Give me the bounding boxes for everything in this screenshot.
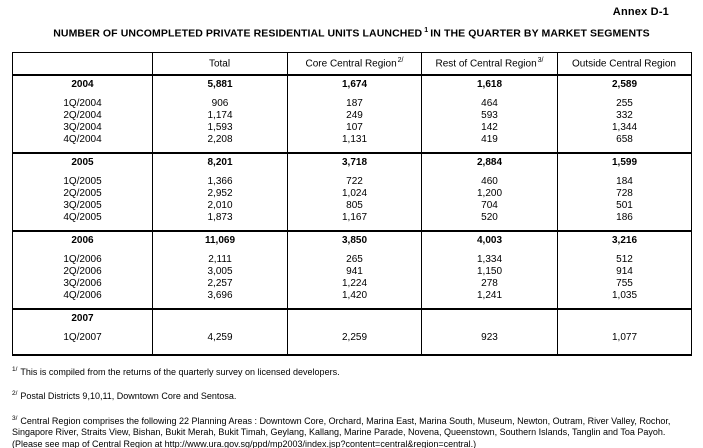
quarter-label: 4Q/2004 xyxy=(63,133,102,145)
quarter-row xyxy=(13,188,692,200)
cell-rest-central: 460 xyxy=(422,176,558,188)
quarter-label: 4Q/2006 xyxy=(63,289,102,301)
quarter-label: 1Q/2004 xyxy=(63,97,102,109)
footnote-3-marker: 3/ xyxy=(12,414,18,422)
year-row xyxy=(13,309,692,328)
cell-core-central: 941 xyxy=(288,266,422,278)
quarter-row xyxy=(13,278,692,290)
footnote-1-text: This is compiled from the returns of the quarterly survey on licensed developers. xyxy=(20,366,340,377)
column-header-blank xyxy=(13,52,153,75)
cell-core-central: 722 xyxy=(288,176,422,188)
year-row xyxy=(13,153,692,172)
quarter-label: 2Q/2005 xyxy=(63,187,102,199)
quarter-label: 4Q/2005 xyxy=(63,211,102,223)
year-label: 2006 xyxy=(13,231,153,250)
cell-total: 1,873 xyxy=(153,212,288,224)
cell-outside-central: 755 xyxy=(558,278,692,290)
table-header-row xyxy=(13,52,692,75)
page-title xyxy=(0,27,703,40)
cell-rest-central: 593 xyxy=(422,110,558,122)
footnote-1-marker: 1/ xyxy=(12,365,18,373)
year-row xyxy=(13,231,692,250)
title-text-pre: NUMBER OF UNCOMPLETED PRIVATE RESIDENTIAL UNITS LAUNCHED xyxy=(53,27,423,40)
quarter-row xyxy=(13,110,692,122)
cell-outside-central: 501 xyxy=(558,200,692,212)
quarter-row xyxy=(13,290,692,302)
year-section-2004 xyxy=(13,75,692,153)
cell-total: 906 xyxy=(153,98,288,110)
cell-rest-central: 419 xyxy=(422,134,558,146)
cell-core-central: 3,850 xyxy=(288,231,422,250)
quarter-row xyxy=(13,134,692,146)
cell-rest-central: 1,241 xyxy=(422,290,558,302)
cell-core-central: 187 xyxy=(288,98,422,110)
cell-outside-central: 1,599 xyxy=(558,153,692,172)
data-table xyxy=(12,52,692,356)
quarter-label: 3Q/2006 xyxy=(63,277,102,289)
cell-total: 3,696 xyxy=(153,290,288,302)
quarter-row xyxy=(13,122,692,134)
cell-rest-central: 520 xyxy=(422,212,558,224)
year-label: 2005 xyxy=(13,153,153,172)
cell-core-central: 265 xyxy=(288,254,422,266)
cell-outside-central: 332 xyxy=(558,110,692,122)
title-text-post: IN THE QUARTER BY MARKET SEGMENTS xyxy=(430,27,650,40)
cell-core-central: 2,259 xyxy=(288,332,422,344)
cell-outside-central: 2,589 xyxy=(558,75,692,94)
footnote-1 xyxy=(12,364,694,379)
cell-rest-central: 1,334 xyxy=(422,254,558,266)
cell-core-central: 3,718 xyxy=(288,153,422,172)
cell-total: 2,208 xyxy=(153,134,288,146)
quarter-label: 2Q/2006 xyxy=(63,265,102,277)
year-label: 2004 xyxy=(13,75,153,94)
cell-outside-central: 728 xyxy=(558,188,692,200)
cell-rest-central: 1,150 xyxy=(422,266,558,278)
cell-total xyxy=(153,309,288,328)
cell-total: 2,952 xyxy=(153,188,288,200)
cell-core-central: 249 xyxy=(288,110,422,122)
quarter-row xyxy=(13,266,692,278)
quarter-row xyxy=(13,176,692,188)
cell-total: 2,257 xyxy=(153,278,288,290)
spacer-row xyxy=(13,302,692,309)
cell-outside-central: 3,216 xyxy=(558,231,692,250)
cell-outside-central: 255 xyxy=(558,98,692,110)
title-footnote-marker: 1 xyxy=(424,27,429,34)
cell-total: 2,111 xyxy=(153,254,288,266)
footnote-2-text: Postal Districts 9,10,11, Downtown Core and Sentosa. xyxy=(20,391,237,401)
cell-total: 5,881 xyxy=(153,75,288,94)
cell-total: 2,010 xyxy=(153,200,288,212)
annex-label: Annex D-1 xyxy=(612,6,669,18)
cell-rest-central: 1,200 xyxy=(422,188,558,200)
cell-total: 4,259 xyxy=(153,332,288,344)
footnote-marker: 3/ xyxy=(537,56,544,64)
cell-outside-central: 914 xyxy=(558,266,692,278)
quarter-label: 2Q/2004 xyxy=(63,109,102,121)
spacer-row xyxy=(13,146,692,153)
column-header-core-central: Core Central Region$^{2/}$ xyxy=(288,52,422,75)
cell-rest-central: 704 xyxy=(422,200,558,212)
cell-core-central: 1,167 xyxy=(288,212,422,224)
footnote-2 xyxy=(12,388,694,403)
cell-rest-central: 923 xyxy=(422,332,558,344)
central-region-map-link[interactable]: http://www.ura.gov.sg/ppd/mp2003/index.jsp?content=central&region=central.) xyxy=(164,438,477,448)
footnote-marker: 2/ xyxy=(397,56,404,64)
cell-core-central: 1,420 xyxy=(288,290,422,302)
quarter-row xyxy=(13,98,692,110)
cell-rest-central: 464 xyxy=(422,98,558,110)
quarter-row xyxy=(13,212,692,224)
footnote-3 xyxy=(12,413,694,448)
cell-total: 1,366 xyxy=(153,176,288,188)
cell-core-central: 1,674 xyxy=(288,75,422,94)
cell-outside-central: 1,077 xyxy=(558,332,692,344)
spacer-row xyxy=(13,344,692,355)
cell-outside-central: 186 xyxy=(558,212,692,224)
quarter-label: 1Q/2006 xyxy=(63,253,102,265)
cell-rest-central: 2,884 xyxy=(422,153,558,172)
quarter-row xyxy=(13,254,692,266)
year-row xyxy=(13,75,692,94)
quarter-label: 3Q/2004 xyxy=(63,121,102,133)
spacer-row xyxy=(13,224,692,231)
cell-total: 1,174 xyxy=(153,110,288,122)
cell-total: 3,005 xyxy=(153,266,288,278)
cell-core-central: 1,024 xyxy=(288,188,422,200)
cell-rest-central: 1,618 xyxy=(422,75,558,94)
cell-total: 1,593 xyxy=(153,122,288,134)
cell-total: 8,201 xyxy=(153,153,288,172)
cell-rest-central: 278 xyxy=(422,278,558,290)
cell-rest-central xyxy=(422,309,558,328)
column-header-rest-central: Rest of Central Region$^{3/}$ xyxy=(422,52,558,75)
year-section-2005 xyxy=(13,153,692,231)
quarter-row xyxy=(13,332,692,344)
cell-rest-central: 142 xyxy=(422,122,558,134)
column-header-outside-central: Outside Central Region xyxy=(558,52,692,75)
cell-core-central: 1,131 xyxy=(288,134,422,146)
footnote-2-marker: 2/ xyxy=(12,390,18,397)
cell-outside-central xyxy=(558,309,692,328)
year-label: 2007 xyxy=(13,309,153,328)
cell-outside-central: 184 xyxy=(558,176,692,188)
cell-outside-central: 1,344 xyxy=(558,122,692,134)
cell-rest-central: 4,003 xyxy=(422,231,558,250)
year-section-2006 xyxy=(13,231,692,309)
cell-outside-central: 512 xyxy=(558,254,692,266)
cell-core-central: 805 xyxy=(288,200,422,212)
cell-outside-central: 658 xyxy=(558,134,692,146)
cell-core-central: 1,224 xyxy=(288,278,422,290)
cell-outside-central: 1,035 xyxy=(558,290,692,302)
column-header-total: Total xyxy=(153,52,288,75)
year-section-2007 xyxy=(13,309,692,355)
footnotes xyxy=(12,364,694,448)
quarter-label: 1Q/2007 xyxy=(63,331,102,343)
quarter-row xyxy=(13,200,692,212)
quarter-label: 1Q/2005 xyxy=(63,175,102,187)
quarter-label: 3Q/2005 xyxy=(63,199,102,211)
footnote-3-text: Central Region comprises the following 22 Planning Areas : Downtown Core, Orchard, Marina East, Marina South, Museum, Newton, Outram, River Valley, Rochor, Singapore River, Straits View, Bishan, Bukit Merah, Bukit Timah, Geylang, Kallang, Marine Parade, Novena, Queenstown, Southern Islands, Tanglin and Toa Payoh. (Please see map of Central Region at xyxy=(12,415,671,448)
cell-total: 11,069 xyxy=(153,231,288,250)
cell-core-central xyxy=(288,309,422,328)
cell-core-central: 107 xyxy=(288,122,422,134)
